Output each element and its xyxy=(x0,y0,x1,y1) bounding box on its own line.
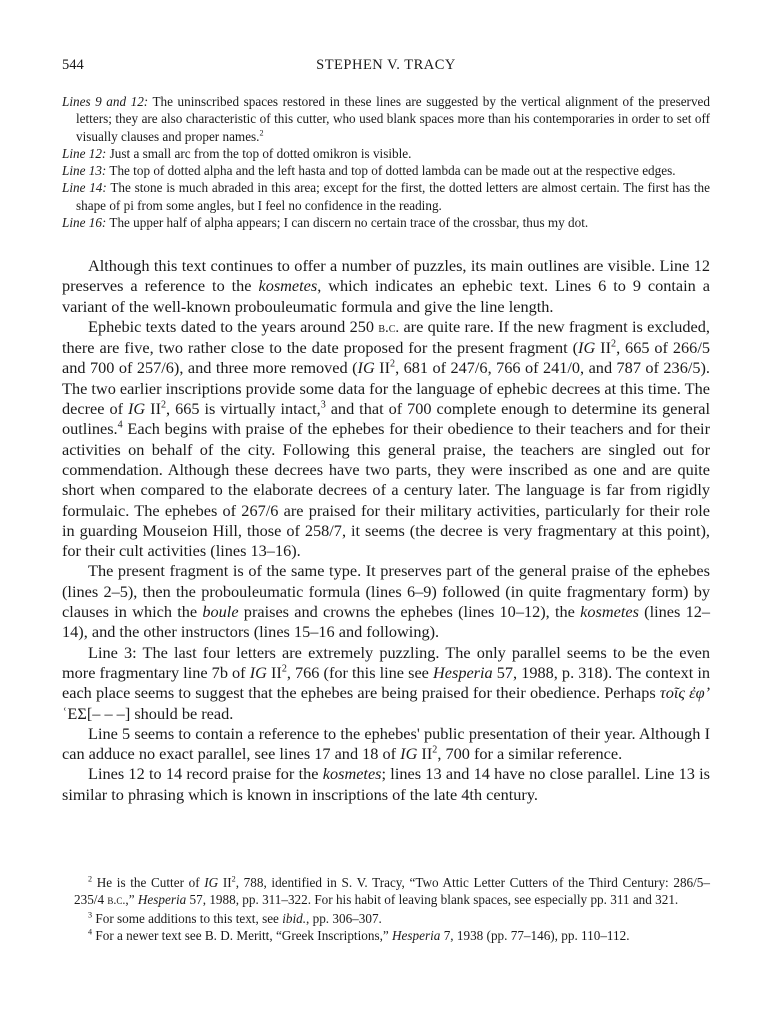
greek-reading: τοῖς ἐφ’ xyxy=(659,683,710,703)
corpus-volume: II xyxy=(218,875,232,890)
paragraph-2 xyxy=(62,317,710,562)
note-label: Line 13: xyxy=(62,163,107,179)
text: Lines 12 to 14 record praise for the xyxy=(88,764,323,784)
journal-title: Hesperia xyxy=(433,662,493,682)
note-text: Just a small arc from the top of dotted omikron is visible. xyxy=(106,145,412,161)
edition-sup: 2 xyxy=(611,338,617,350)
text: should be read. xyxy=(130,703,234,723)
journal-title: Hesperia xyxy=(137,892,187,908)
text: Although this text continues to offer a number of puzzles, its main outlines are visible. Line 12 preserves a reference to the xyxy=(62,256,710,296)
text: , 766 (for this line see xyxy=(286,662,433,682)
text: Line 5 seems to contain a reference to the ephebes' public presentation of their year. Although I can adduce no exact parallel, see lines 17 and 18 of xyxy=(62,723,710,764)
paragraph-1 xyxy=(62,256,710,317)
edition-sup: 2 xyxy=(231,874,236,884)
italic-term: boule xyxy=(202,602,239,622)
text: , 665 of 266/5 and 700 of 257/6), and three more removed ( xyxy=(62,338,710,378)
note-text: The top of dotted alpha and the left hasta and top of dotted lambda can be made out at the respective edges. xyxy=(106,163,676,179)
edition-sup: 2 xyxy=(390,359,396,371)
footnote-number: 3 xyxy=(88,910,93,920)
text: , 788, identified in S. V. Tracy, “Two Attic Letter Cutters of the Third Century: 286/5–235/4 xyxy=(74,875,710,908)
note-text: The upper half of alpha appears; I can discern no certain trace of the crossbar, thus my dot. xyxy=(106,215,589,231)
footnote-ref: 3 xyxy=(320,399,326,411)
greek-reading: ʿΕΣ[– – –] xyxy=(62,703,131,723)
text: Ephebic texts dated to the years around 250 xyxy=(88,316,379,336)
corpus-volume: II xyxy=(595,338,612,358)
paragraph-4 xyxy=(62,643,710,724)
italic-term: ibid. xyxy=(282,910,307,926)
note-label: Line 16: xyxy=(62,215,107,231)
note-text: The uninscribed spaces restored in these lines are suggested by the vertical alignment of the preserved letters; they are also characteristic of this cutter, who used blank spaces more than his contemporaries in order to set off visually clauses and proper names. xyxy=(76,94,710,144)
corpus-volume: II xyxy=(417,744,433,764)
note-label: Lines 9 and 12: xyxy=(62,94,149,109)
text: ,” xyxy=(125,892,138,908)
footnote-number: 4 xyxy=(88,927,93,937)
edition-sup: 2 xyxy=(161,399,167,411)
note-label: Line 12: xyxy=(62,145,107,161)
era-abbrev: b.c. xyxy=(107,893,126,908)
body-text xyxy=(62,256,710,805)
text: and that of 700 complete enough to determine its general outlines. xyxy=(62,399,711,439)
text: The present fragment is of the same type. It preserves part of the general praise of the ephebes (lines 2–5), then the probouleumatic formula (lines 6–9) followed (in quite fragmentary form) by clauses in which the xyxy=(62,561,710,622)
note-line-13 xyxy=(62,162,710,179)
text: Each begins with praise of the ephebes for their obedience to their teachers and for their activities on behalf of the city. Following this general praise, the teachers are singled out for commendation. Although these decrees have two parts, they were inscribed as one and are quite short when compared to the elaborate decrees of a century later. The language is far from rigidly formulaic. The ephebes of 267/6 are praised for their military activities, particularly for their role in guarding Mouseion Hill, those of 258/7, it seems (the decree is very fragmentary at this point), for their cult activities (lines 13–16). xyxy=(62,419,710,561)
note-lines-9-12 xyxy=(62,93,710,145)
text: Line 3: The last four letters are extremely puzzling. The only parallel seems to be the even more fragmentary line 7b of xyxy=(62,642,710,682)
journal-title: Hesperia xyxy=(392,927,441,943)
text: , 665 is virtually intact, xyxy=(166,399,321,419)
paragraph-3 xyxy=(62,561,710,642)
text: , which indicates an ephebic text. Lines 6 to 9 contain a variant of the well-known probouleumatic formula and give the line length. xyxy=(62,276,710,316)
text: For some additions to this text, see xyxy=(92,910,283,926)
footnote-ref: 2 xyxy=(259,128,264,138)
text: 57, 1988, pp. 311–322. For his habit of leaving blank spaces, see especially pp. 311 and 321. xyxy=(186,892,679,908)
corpus-abbrev: IG xyxy=(249,662,267,682)
corpus-abbrev: IG xyxy=(127,399,146,419)
text: , 681 of 247/6, 766 of 241/0, and 787 of 236/5). The two earlier inscriptions provide some data for the language of ephebic decrees at this time. The decree of xyxy=(62,358,710,419)
text: ; lines 13 and 14 have no close parallel. Line 13 is similar to phrasing which is known in inscriptions of the late 4th century. xyxy=(62,764,710,804)
corpus-volume: II xyxy=(374,358,391,378)
paragraph-6 xyxy=(62,764,710,805)
text: , 700 for a similar reference. xyxy=(437,744,623,764)
corpus-abbrev: IG xyxy=(400,744,418,764)
footnote-2 xyxy=(62,874,710,910)
italic-term: kosmetes xyxy=(580,602,639,622)
footnote-number: 2 xyxy=(88,874,93,884)
note-label: Line 14: xyxy=(62,180,107,196)
page-header xyxy=(62,57,710,77)
italic-term: kosmetes xyxy=(322,764,382,784)
footnote-ref: 4 xyxy=(117,419,123,431)
edition-sup: 2 xyxy=(432,744,438,756)
note-line-12 xyxy=(62,145,710,162)
running-head: STEPHEN V. TRACY xyxy=(316,57,456,73)
text: 57, 1988, p. 318). The context in each place seems to suggest that the ephebes are being praised for their obedience. Perhaps xyxy=(62,662,710,703)
paragraph-5 xyxy=(62,724,710,765)
note-line-14 xyxy=(62,179,710,214)
corpus-abbrev: IG xyxy=(578,338,596,358)
text: He is the Cutter of xyxy=(92,875,205,890)
line-commentary xyxy=(62,93,710,231)
text: For a newer text see B. D. Meritt, “Greek Inscriptions,” xyxy=(92,927,393,943)
footnote-3 xyxy=(62,910,710,927)
footnotes xyxy=(62,874,710,944)
corpus-volume: II xyxy=(145,399,161,419)
text: praises and crowns the ephebes (lines 10–12), the xyxy=(238,602,581,622)
era-abbrev: b.c. xyxy=(378,319,400,336)
page xyxy=(62,0,710,1024)
corpus-abbrev: IG xyxy=(204,875,219,890)
corpus-abbrev: IG xyxy=(357,358,375,378)
text: (lines 12–14), and the other instructors (lines 15–16 and following). xyxy=(62,602,711,642)
page-number: 544 xyxy=(62,57,84,73)
note-line-16 xyxy=(62,214,710,231)
text: 7, 1938 (pp. 77–146), pp. 110–112. xyxy=(440,927,630,943)
edition-sup: 2 xyxy=(281,663,287,675)
note-text: The stone is much abraded in this area; except for the first, the dotted letters are almost certain. The first has the shape of pi from some angles, but I feel no confidence in the reading. xyxy=(76,180,710,213)
italic-term: kosmetes xyxy=(258,276,318,296)
corpus-volume: II xyxy=(266,662,282,682)
text: , pp. 306–307. xyxy=(306,910,382,926)
text: are quite rare. If the new fragment is excluded, there are five, two rather close to the date proposed for the present fragment ( xyxy=(62,316,710,358)
footnote-4 xyxy=(62,927,710,944)
